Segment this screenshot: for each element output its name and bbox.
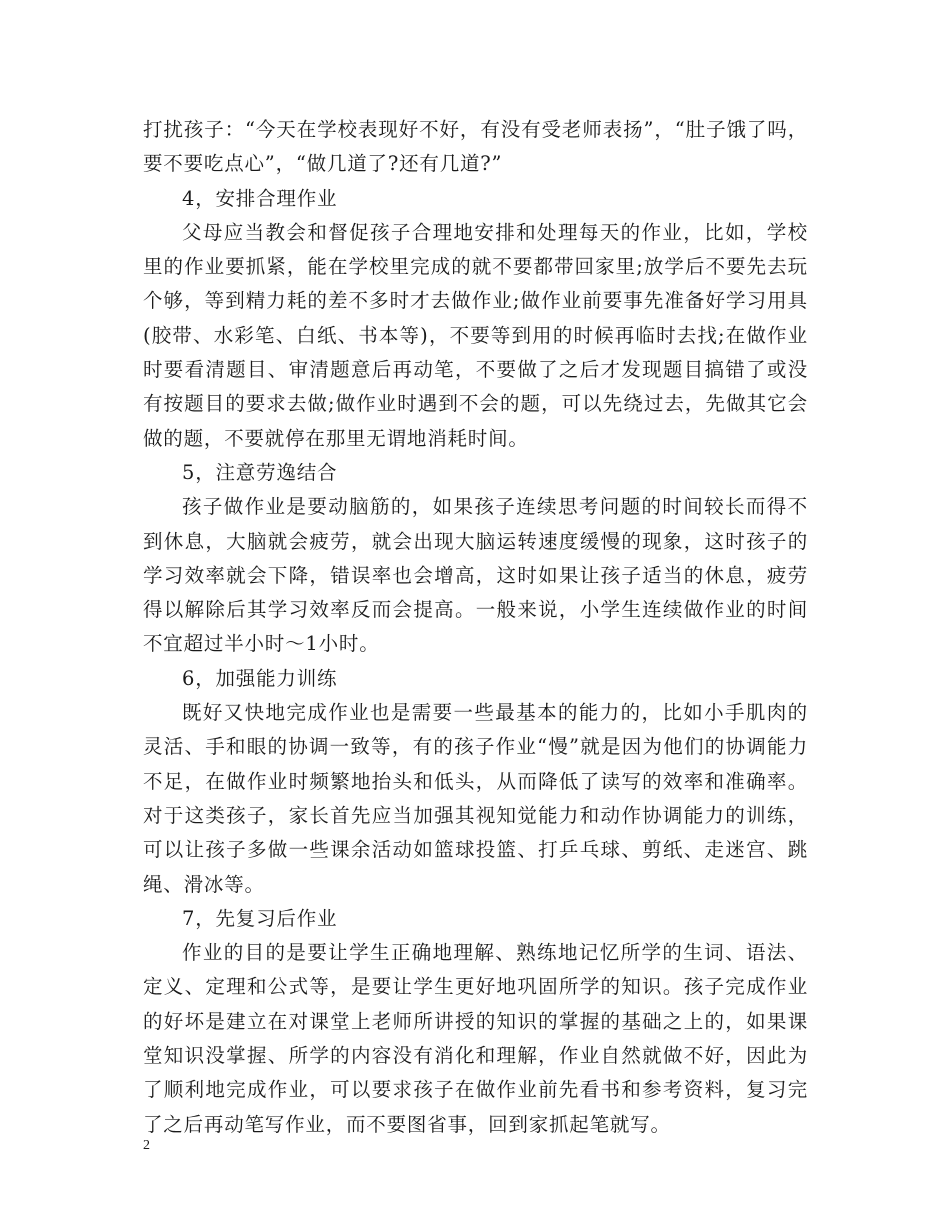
section-heading-4: 4，安排合理作业 — [182, 186, 338, 210]
paragraph-ability-training: 既好又快地完成作业也是需要一些最基本的能力的，比如小手肌肉的灵活、手和眼的协调一致等，有的孩子作业“慢”就是因为他们的协调能力不足，在做作业时频繁地抬头和低头，从而降低了读写的效率和准确率。对于这类孩子，家长首先应当加强其视知觉能力和动作协调能力的训练，可以让孩子多做一些课余活动如篮球投篮、打乒乓球、剪纸、走迷宫、跳绳、滑冰等。 — [143, 701, 808, 896]
paragraph-arrange-homework: 父母应当教会和督促孩子合理地安排和处理每天的作业，比如，学校里的作业要抓紧，能在学校里完成的就不要都带回家里;放学后不要先去玩个够，等到精力耗的差不多时才去做作业;做作业前要事先准备好学习用具(胶带、水彩笔、白纸、书本等)，不要等到用的时候再临时去找;在做作业时要看清题目、审清题意后再动笔，不要做了之后才发现题目搞错了或没有按题目的要求去做;做作业时遇到不会的题，可以先绕过去，先做其它会做的题，不要就停在那里无谓地消耗时间。 — [143, 220, 808, 450]
section-heading-7: 7，先复习后作业 — [182, 906, 338, 930]
page-number: 2 — [143, 1138, 150, 1153]
page-content — [143, 113, 808, 1142]
section-heading-6: 6，加强能力训练 — [182, 666, 338, 690]
paragraph-work-rest-balance: 孩子做作业是要动脑筋的，如果孩子连续思考问题的时间较长而得不到休息，大脑就会疲劳，就会出现大脑运转速度缓慢的现象，这时孩子的学习效率就会下降，错误率也会增高，这时如果让孩子适当的休息，疲劳得以解除后其学习效率反而会提高。一般来说，小学生连续做作业的时间不宜超过半小时～1小时。 — [143, 495, 808, 656]
section-heading-5: 5，注意劳逸结合 — [182, 460, 338, 484]
paragraph-review-first: 作业的目的是要让学生正确地理解、熟练地记忆所学的生词、语法、定义、定理和公式等，是要让学生更好地巩固所学的知识。孩子完成作业的好坏是建立在对课堂上老师所讲授的知识的掌握的基础之上的，如果课堂知识没掌握、所学的内容没有消化和理解，作业自然就做不好，因此为了顺利地完成作业，可以要求孩子在做作业前先看书和参考资料，复习完了之后再动笔写作业，而不要图省事，回到家抓起笔就写。 — [143, 941, 808, 1136]
paragraph-continued: 打扰孩子：“今天在学校表现好不好，有没有受老师表扬”，“肚子饿了吗，要不要吃点心”，“做几道了?还有几道?” — [143, 118, 808, 176]
